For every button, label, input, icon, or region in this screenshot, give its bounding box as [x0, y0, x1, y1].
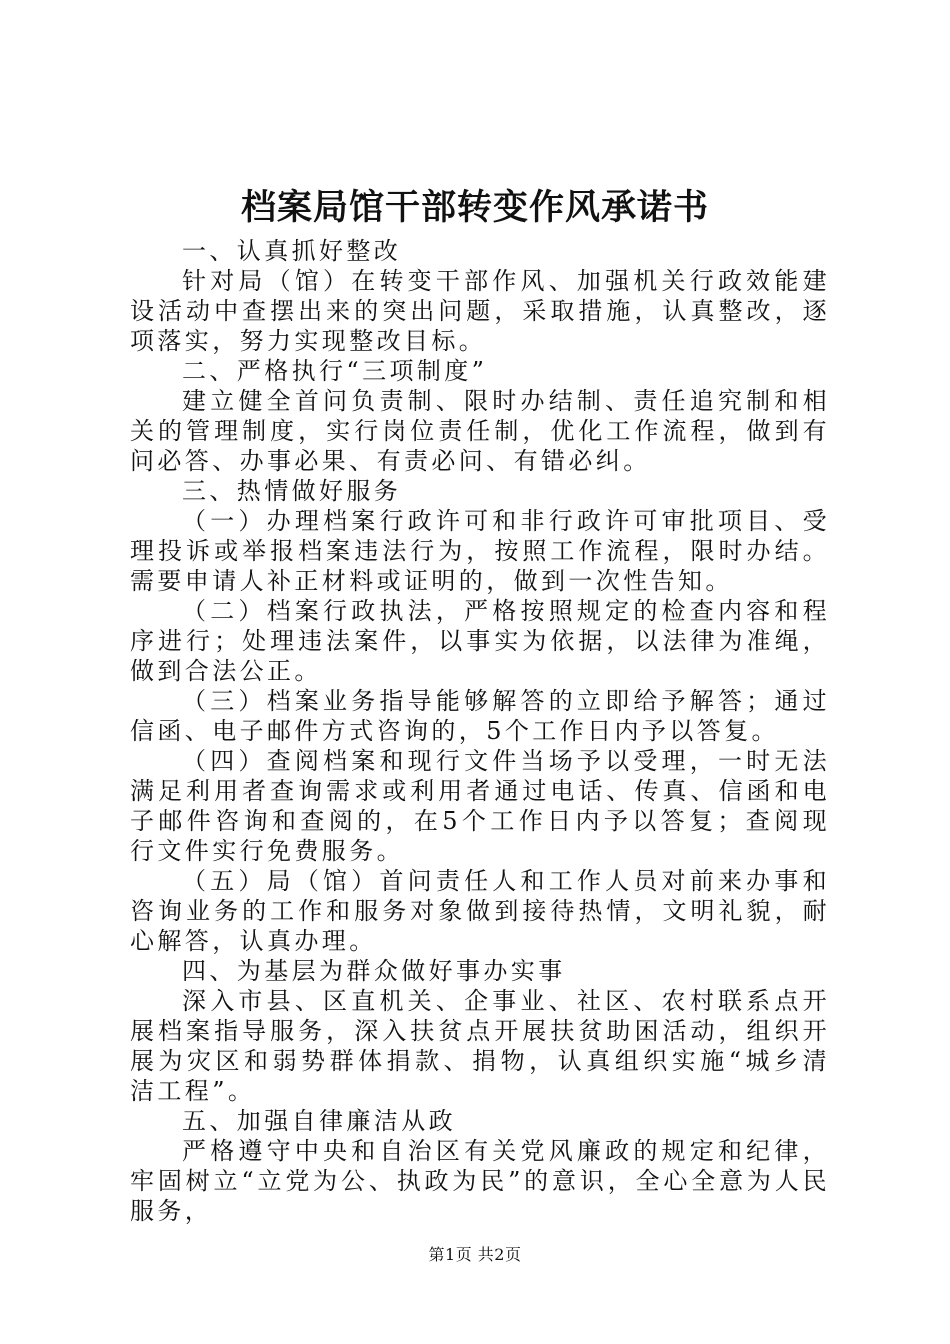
section-heading: 三、热情做好服务	[182, 477, 402, 505]
document-title: 档案局馆干部转变作风承诺书	[240, 187, 709, 228]
section-heading: 二、严格执行“三项制度”	[182, 357, 488, 385]
page-footer: 第1页 共2页	[428, 1245, 522, 1264]
section-heading: 四、为基层为群众做好事办实事	[182, 957, 566, 985]
paragraph: 建立健全首问负责制、限时办结制、责任追究制和相关的管理制度，实行岗位责任制，优化工作流程，做到有问必答、办事必果、有责必问、有错必纠。	[130, 387, 830, 475]
document-body	[130, 236, 830, 1226]
paragraph: 严格遵守中央和自治区有关党风廉政的规定和纪律，牢固树立“立党为公、执政为民”的意识，全心全意为人民服务，	[130, 1137, 830, 1225]
section-heading: 一、认真抓好整改	[182, 237, 402, 265]
section-heading: 五、加强自律廉洁从政	[182, 1107, 456, 1135]
paragraph: 深入市县、区直机关、企事业、社区、农村联系点开展档案指导服务，深入扶贫点开展扶贫助困活动，组织开展为灾区和弱势群体捐款、捐物，认真组织实施“城乡清洁工程”。	[130, 987, 830, 1105]
sub-item: （二）档案行政执法，严格按照规定的检查内容和程序进行；处理违法案件，以事实为依据，以法律为准绳，做到合法公正。	[130, 597, 830, 685]
sub-item: （四）查阅档案和现行文件当场予以受理，一时无法满足利用者查询需求或利用者通过电话、传真、信函和电子邮件咨询和查阅的，在5个工作日内予以答复；查阅现行文件实行免费服务。	[130, 747, 830, 865]
sub-item: （一）办理档案行政许可和非行政许可审批项目、受理投诉或举报档案违法行为，按照工作流程，限时办结。需要申请人补正材料或证明的，做到一次性告知。	[130, 507, 830, 595]
sub-item: （三）档案业务指导能够解答的立即给予解答；通过信函、电子邮件方式咨询的，5个工作日内予以答复。	[130, 687, 830, 745]
sub-item: （五）局（馆）首问责任人和工作人员对前来办事和咨询业务的工作和服务对象做到接待热情，文明礼貌，耐心解答，认真办理。	[130, 867, 830, 955]
paragraph: 针对局（馆）在转变干部作风、加强机关行政效能建设活动中查摆出来的突出问题，采取措施，认真整改，逐项落实，努力实现整改目标。	[130, 267, 830, 355]
